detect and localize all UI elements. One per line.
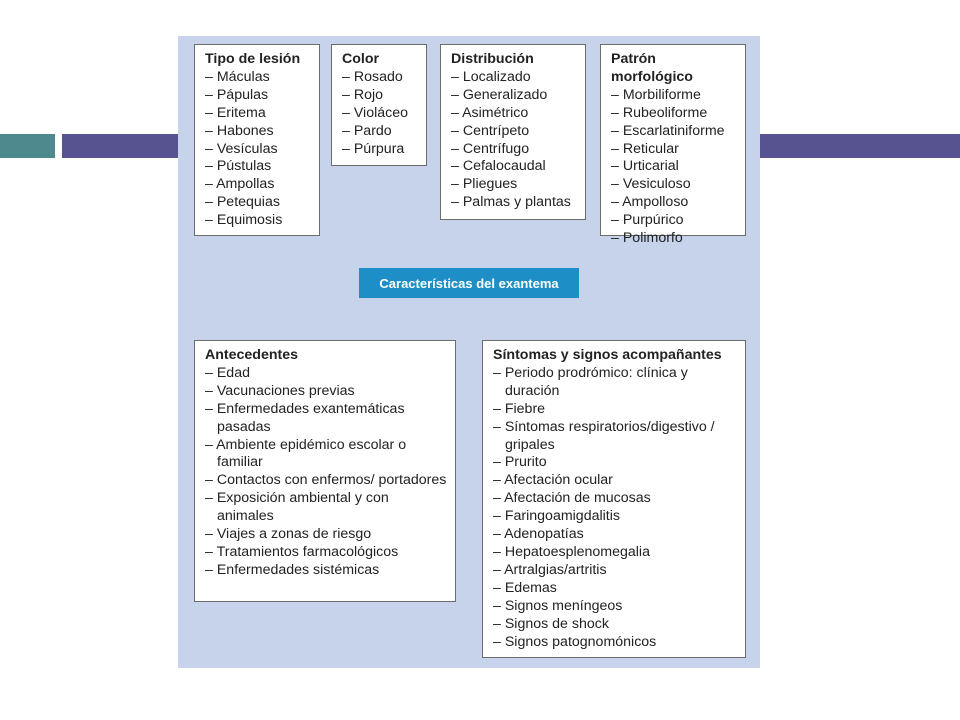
box-title: Antecedentes	[205, 347, 299, 363]
list-item: – Localizado	[451, 69, 577, 87]
list-item: – Vesiculoso	[611, 176, 737, 194]
decorative-teal-bar	[0, 134, 55, 158]
list-item: – Morbiliforme	[611, 87, 737, 105]
list-item: – Pústulas	[205, 158, 311, 176]
center-label: Características del exantema	[359, 268, 579, 298]
list-item: – Rojo	[342, 87, 418, 105]
list-item: – Exposición ambiental y con animales	[205, 490, 447, 526]
list-item: – Signos de shock	[493, 616, 737, 634]
diagram-panel	[178, 36, 760, 668]
list-item: – Adenopatías	[493, 526, 737, 544]
list-item: – Contactos con enfermos/ portadores	[205, 472, 447, 490]
list-item: – Rosado	[342, 69, 418, 87]
list-item: – Centrípeto	[451, 123, 577, 141]
box-antecedentes	[194, 340, 456, 602]
box-color	[331, 44, 427, 166]
list-item: – Ambiente epidémico escolar o familiar	[205, 437, 447, 473]
box-title: Síntomas y signos acompañantes	[493, 347, 722, 363]
box-patron-morfologico	[600, 44, 746, 247]
list-item: – Enfermedades exantemáticas pasadas	[205, 401, 447, 437]
list-item: – Fiebre	[493, 401, 737, 419]
list-item: – Eritema	[205, 105, 311, 123]
list-item: – Pliegues	[451, 176, 577, 194]
list-item: – Artralgias/artritis	[493, 562, 737, 580]
list-item: – Rubeoliforme	[611, 105, 737, 123]
list-item: – Afectación ocular	[493, 472, 737, 490]
item-list	[493, 365, 737, 652]
list-item: – Edad	[205, 365, 447, 383]
item-list	[611, 87, 737, 248]
item-list	[451, 69, 577, 212]
list-item: – Purpúrico	[611, 212, 737, 230]
list-item: – Tratamientos farmacológicos	[205, 544, 447, 562]
list-item: – Cefalocaudal	[451, 158, 577, 176]
list-item: – Reticular	[611, 141, 737, 159]
item-list	[205, 365, 447, 580]
box-title: Distribución	[451, 51, 534, 67]
list-item: – Urticarial	[611, 158, 737, 176]
box-distribucion	[440, 44, 586, 220]
list-item: – Escarlatiniforme	[611, 123, 737, 141]
decorative-purple-bar-left	[62, 134, 182, 158]
list-item: – Polimorfo	[611, 230, 737, 248]
list-item: – Asimétrico	[451, 105, 577, 123]
list-item: – Hepatoesplenomegalia	[493, 544, 737, 562]
box-title: Tipo de lesión	[205, 51, 301, 67]
list-item: – Edemas	[493, 580, 737, 598]
list-item: – Centrífugo	[451, 141, 577, 159]
list-item: – Violáceo	[342, 105, 418, 123]
list-item: – Equimosis	[205, 212, 311, 230]
item-list	[205, 69, 311, 230]
list-item: – Vesículas	[205, 141, 311, 159]
list-item: – Ampolloso	[611, 194, 737, 212]
list-item: – Síntomas respiratorios/digestivo / gripales	[493, 419, 737, 455]
list-item: – Signos patognomónicos	[493, 634, 737, 652]
box-title: Patrón morfológico	[611, 51, 693, 85]
decorative-purple-bar-right	[758, 134, 960, 158]
list-item: – Periodo prodrómico: clínica y duración	[493, 365, 737, 401]
list-item: – Vacunaciones previas	[205, 383, 447, 401]
list-item: – Faringoamigdalitis	[493, 508, 737, 526]
list-item: – Pardo	[342, 123, 418, 141]
list-item: – Habones	[205, 123, 311, 141]
list-item: – Viajes a zonas de riesgo	[205, 526, 447, 544]
list-item: – Palmas y plantas	[451, 194, 577, 212]
list-item: – Generalizado	[451, 87, 577, 105]
list-item: – Enfermedades sistémicas	[205, 562, 447, 580]
box-title: Color	[342, 51, 380, 67]
list-item: – Petequias	[205, 194, 311, 212]
list-item: – Prurito	[493, 454, 737, 472]
item-list	[342, 69, 418, 159]
box-tipo-de-lesion	[194, 44, 320, 236]
list-item: – Máculas	[205, 69, 311, 87]
list-item: – Pápulas	[205, 87, 311, 105]
box-sintomas-y-signos	[482, 340, 746, 658]
list-item: – Afectación de mucosas	[493, 490, 737, 508]
list-item: – Signos meníngeos	[493, 598, 737, 616]
list-item: – Ampollas	[205, 176, 311, 194]
list-item: – Púrpura	[342, 141, 418, 159]
